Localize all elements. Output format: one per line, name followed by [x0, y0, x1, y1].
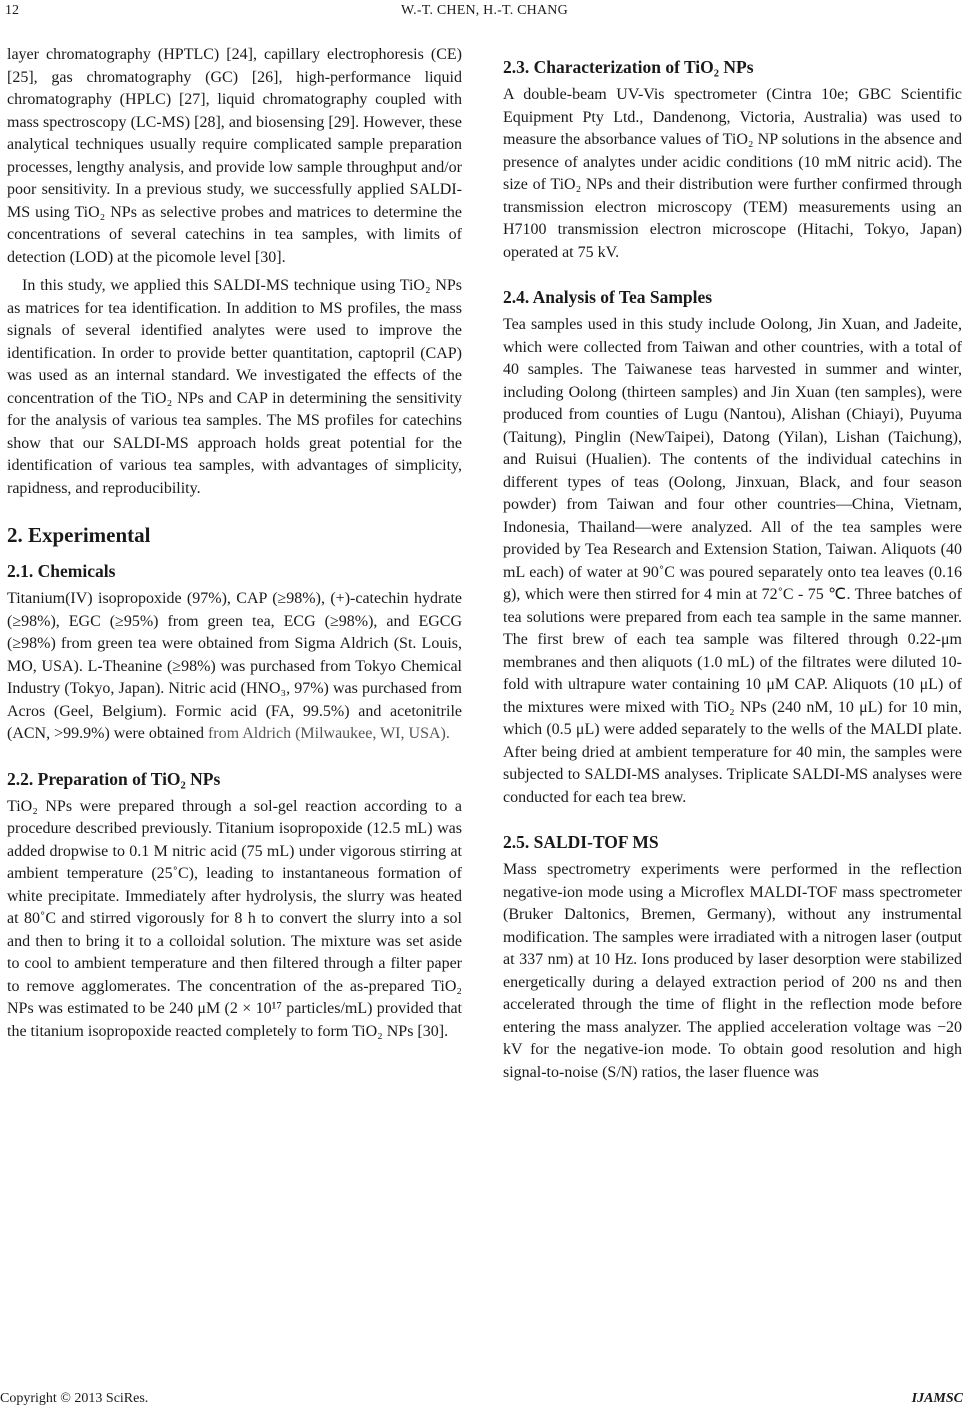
section-2-3-paragraph: A double-beam UV-Vis spectrometer (Cintra 10e; GBC Scientific Equipment Pty Ltd., Dandenong, Victoria, Australia) was used to measure the absorbance values of TiO₂ NP solutions in the absence and presence of analytes under acidic conditions (10 mM nitric acid). The size of TiO₂ NPs and their distribution were further confirmed through transmission electron microscopy (TEM) measurements using an H7100 transmission electron microscope (Hitachi, Tokyo, Japan) operated at 75 kV. — [503, 86, 962, 261]
section-2-5-heading: 2.5. SALDI-TOF MS — [503, 832, 659, 852]
section-2-1-text: Titanium(IV) isopropoxide (97%), CAP (≥98%), (+)-catechin hydrate (≥98%), EGC (≥95%) from green tea, ECG (≥98%), and EGCG (≥98%) from green tea were obtained from Sigma Aldrich (St. Louis, MO, USA). L-Theanine (≥98%) was purchased from Tokyo Chemical Industry (Tokyo, Japan). Nitric acid (HNO₃, 97%) was purchased from Acros (Geel, Belgium). Formic acid (FA, 99.5%) and acetonitrile (ACN, >99.9%) were obtained — [7, 590, 462, 742]
section-2-4-heading: 2.4. Analysis of Tea Samples — [503, 287, 713, 307]
right-column — [503, 44, 962, 1084]
left-column — [7, 44, 462, 1043]
intro-paragraph-2: In this study, we applied this SALDI-MS technique using TiO₂ NPs as matrices for tea identification. In addition to MS profiles, the mass signals of several identified analytes were used to improve the identification. In order to provide better quantitation, captopril (CAP) was used as an internal standard. We investigated the effects of the concentration of the TiO₂ NPs and CAP in determining the sensitivity for the analysis of various tea samples. The MS profiles for catechins show that our SALDI-MS approach holds great potential for the identification of various tea samples, with advantages of simplicity, rapidness, and reproducibility. — [7, 277, 462, 497]
page-header — [0, 0, 969, 36]
section-2-4-paragraph: Tea samples used in this study include Oolong, Jin Xuan, and Jadeite, which were collected from Taiwan and other countries, with a total of 40 samples. The Taiwanese teas harvested in summer and winter, including Oolong (thirteen samples) and Jin Xuan (ten samples), were produced from counties of Lugu (Nantou), Alishan (Chiayi), Puyuma (Taitung), Pinglin (NewTaipei), Datong (Yilan), Lishan (Taichung), and Ruisui (Hualien). The contents of the individual catechins in different types of teas (Oolong, Jinxuan, Black, and four season powder) from Taiwan and four other countries—China, Vietnam, Indonesia, Thailand—were analyzed. All of the tea samples were provided by Tea Research and Extension Station, Taiwan. Aliquots (40 mL each) of water at 90˚C was poured separately onto tea leaves (0.16 g), which were then stirred for 4 min at 72˚C - 75 ℃. Three batches of tea solutions were prepared from each tea sample in the same manner. The first brew of each tea sample was filtered through 0.22-μm membranes and then aliquots (1.0 mL) of the filtrates were diluted 10-fold with ultrapure water containing 10 μM CAP. Aliquots (10 μL) of the mixtures were mixed with TiO₂ NPs (240 nM, 10 μL) for 10 min, which (0.5 μL) were added separately to the wells of the MALDI plate. After being dried at ambient temperature for 40 min, the samples were subjected to SALDI-MS analyses. Triplicate SALDI-MS analyses were conducted for each tea brew. — [503, 316, 962, 806]
running-head: W.-T. CHEN, H.-T. CHANG — [401, 3, 568, 18]
copyright-notice: Copyright © 2013 SciRes. — [0, 1391, 149, 1406]
page-footer — [0, 1389, 969, 1413]
journal-abbreviation: IJAMSC — [911, 1391, 963, 1406]
section-2-3-heading: 2.3. Characterization of TiO₂ NPs — [503, 57, 754, 77]
section-2-1-paragraph — [7, 588, 462, 746]
page-number: 12 — [5, 3, 19, 18]
intro-paragraph-1: layer chromatography (HPTLC) [24], capillary electrophoresis (CE) [25], gas chromatography (GC) [26], high-performance liquid chromatography (HPLC) [27], liquid chromatography coupled with mass spectroscopy (LC-MS) [28], and biosensing [29]. However, these analytical techniques usually require complicated sample preparation processes, lengthy analysis, and provide low sample throughput and/or poor sensitivity. In a previous study, we successfully applied SALDI-MS using TiO₂ NPs as selective probes and matrices to determine the concentrations of several catechins in tea samples, with limits of detection (LOD) at the picomole level [30]. — [7, 46, 462, 266]
section-2-2-paragraph: TiO₂ NPs were prepared through a sol-gel reaction according to a procedure described previously. Titanium isopropoxide (12.5 mL) was added dropwise to 0.1 M nitric acid (75 mL) under vigorous stirring at ambient temperature (25˚C), leading to instantaneous formation of white precipitate. Immediately after hydrolysis, the slurry was heated at 80˚C and stirred vigorously for 8 h to convert the slurry into a sol and then to bring it to a colloidal solution. The mixture was set aside to cool to ambient temperature and then filtered through a filter paper to remove agglomerates. The concentration of the as-prepared TiO₂ NPs was estimated to be 240 μM (2 × 10¹⁷ particles/mL) provided that the titanium isopropoxide reacted completely to form TiO₂ NPs [30]. — [7, 797, 462, 1040]
section-2-5-paragraph: Mass spectrometry experiments were performed in the reflection negative-ion mode using a Microflex MALDI-TOF mass spectrometer (Bruker Daltonics, Bremen, Germany), without any instrumental modification. The samples were irradiated with a nitrogen laser (output at 337 nm) at 10 Hz. Ions produced by laser desorption were stabilized energetically during a delayed extraction period of 200 ns and then accelerated through the time of flight in the reflection mode before entering the mass analyzer. The applied acceleration voltage was −20 kV for the negative-ion mode. To obtain good resolution and high signal-to-noise (S/N) ratios, the laser fluence was — [503, 861, 962, 1081]
section-2-heading: 2. Experimental — [7, 523, 151, 547]
section-2-1-text-end: from Aldrich (Milwaukee, WI, USA). — [207, 725, 450, 742]
section-2-1-heading: 2.1. Chemicals — [7, 561, 116, 581]
section-2-2-heading: 2.2. Preparation of TiO₂ NPs — [7, 768, 221, 789]
